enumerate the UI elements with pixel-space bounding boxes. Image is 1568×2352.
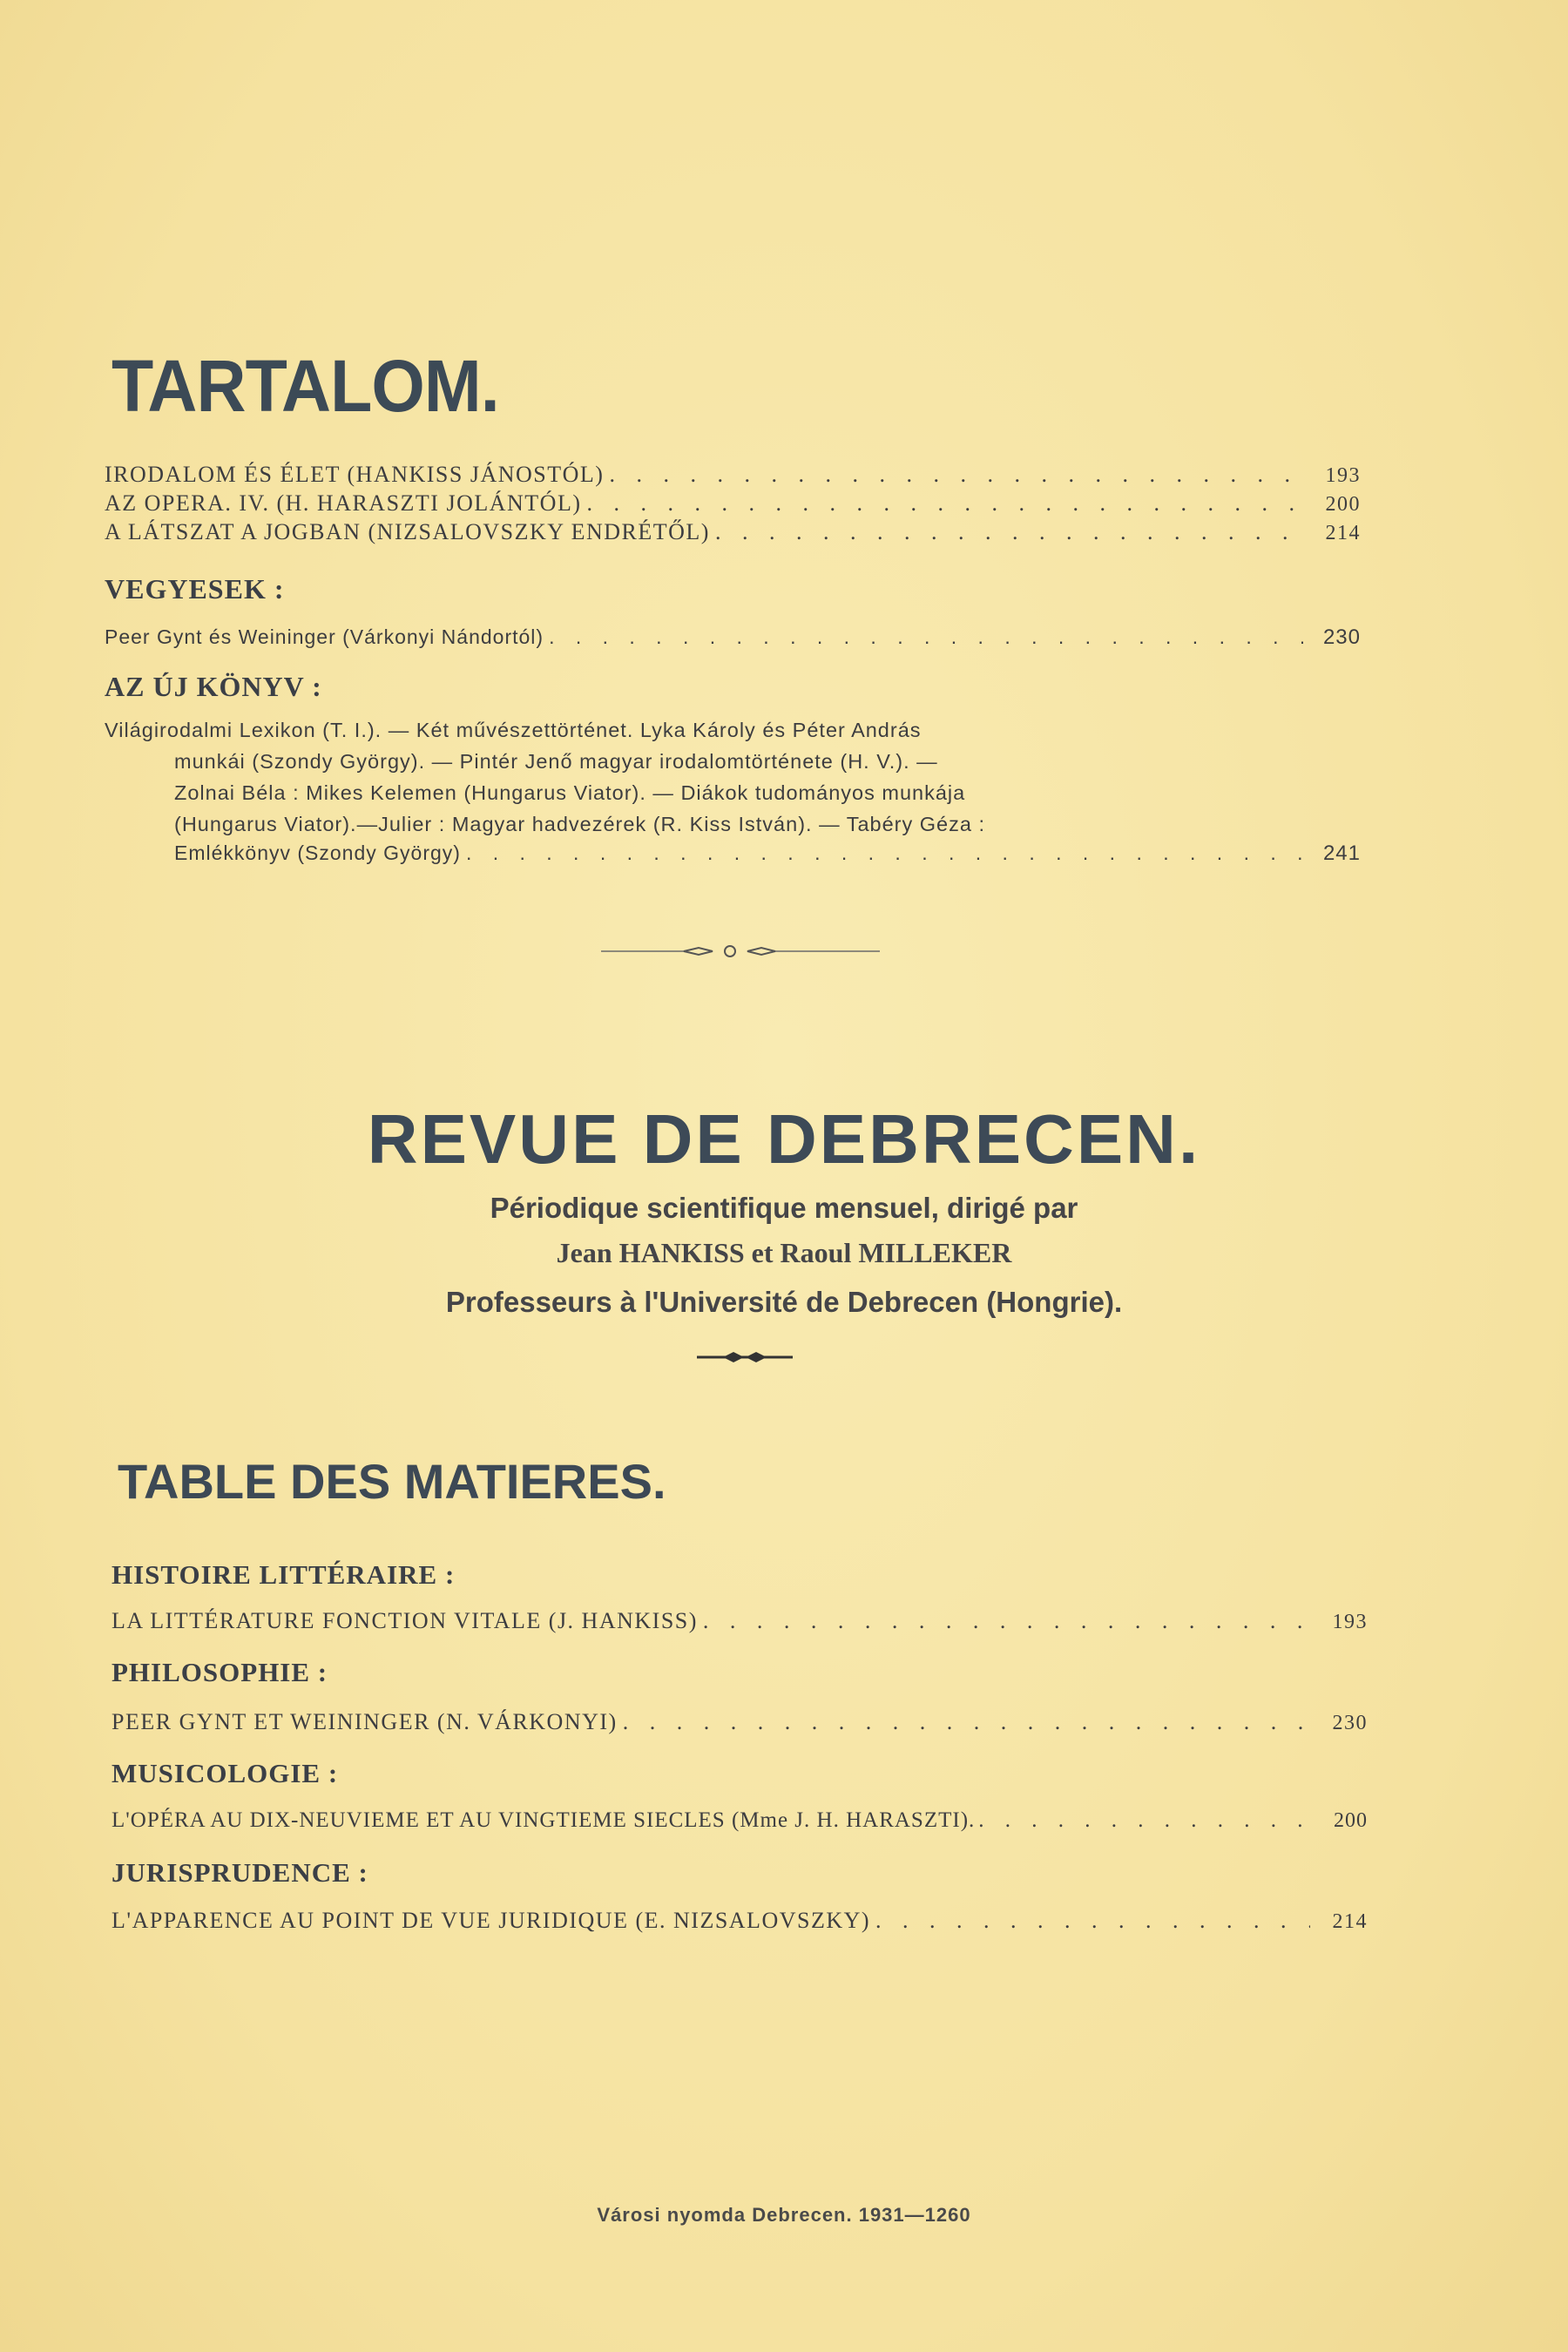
section-heading: PHILOSOPHIE :	[112, 1657, 328, 1687]
toc-entry	[112, 1908, 1368, 1934]
toc-entry-title: A LÁTSZAT A JOGBAN (NIZSALOVSZKY ENDRÉTŐL)	[105, 519, 710, 544]
book-reviews-paragraph	[105, 714, 1272, 840]
leader-dots	[715, 519, 1303, 545]
toc-entry	[105, 490, 1361, 517]
toc-entry-page: 230	[1322, 625, 1361, 649]
section-heading-uj-konyv: AZ ÚJ KÖNYV :	[105, 671, 322, 702]
section-heading: HISTOIRE LITTÉRAIRE :	[112, 1559, 456, 1590]
toc-entry-title: LA LITTÉRATURE FONCTION VITALE (J. HANKISS)	[112, 1608, 698, 1633]
revue-title: REVUE DE DEBRECEN.	[367, 1100, 1201, 1178]
revue-editors: Jean HANKISS et Raoul MILLEKER	[556, 1237, 1012, 1268]
leader-dots	[623, 1709, 1310, 1735]
toc-entry-title: AZ OPERA. IV. (H. HARASZTI JOLÁNTÓL)	[105, 490, 582, 516]
leader-dots	[875, 1908, 1310, 1934]
toc-entry-title: IRODALOM ÉS ÉLET (HANKISS JÁNOSTÓL)	[105, 462, 605, 487]
toc-entry-page: 193	[1332, 1611, 1368, 1633]
paragraph-line: Zolnai Béla : Mikes Kelemen (Hungarus Viator). — Diákok tudományos munkája	[174, 781, 966, 804]
toc-entry-title: Peer Gynt és Weininger (Várkonyi Nándortól)	[105, 625, 544, 648]
small-ornament-icon	[697, 1348, 793, 1366]
leader-dots	[703, 1608, 1310, 1634]
ornament-divider-icon	[601, 941, 880, 962]
toc-entry	[174, 841, 1361, 866]
toc-entry-title: L'APPARENCE AU POINT DE VUE JURIDIQUE (E. NIZSALOVSZKY)	[112, 1908, 871, 1933]
section-heading: JURISPRUDENCE :	[112, 1857, 368, 1888]
leader-dots	[466, 841, 1303, 865]
toc-entry-title: PEER GYNT ET WEININGER (N. VÁRKONYI)	[112, 1709, 618, 1734]
toc-entry	[112, 1709, 1368, 1735]
toc-entry	[105, 462, 1361, 488]
toc-entry	[105, 519, 1361, 545]
paragraph-line: (Hungarus Viator).—Julier : Magyar hadvezérek (R. Kiss István). — Tabéry Géza :	[174, 813, 985, 835]
toc-entry-page: 193	[1325, 464, 1361, 487]
toc-entry-page: 200	[1325, 493, 1361, 516]
toc-entry-page: 214	[1325, 522, 1361, 544]
toc-entry	[105, 625, 1361, 650]
leader-dots	[978, 1808, 1312, 1833]
paragraph-line: Emlékkönyv (Szondy György)	[174, 841, 461, 864]
table-des-matieres-title: TABLE DES MATIERES.	[118, 1454, 666, 1509]
toc-entry	[112, 1608, 1368, 1634]
paragraph-line: Világirodalmi Lexikon (T. I.). — Két művészettörténet. Lyka Károly és Péter András	[105, 719, 922, 741]
toc-entry-page: 241	[1322, 841, 1361, 865]
leader-dots	[587, 490, 1304, 517]
revue-affiliation: Professeurs à l'Université de Debrecen (Hongrie).	[445, 1286, 1123, 1318]
toc-entry-page: 214	[1332, 1910, 1368, 1933]
toc-entry-title: L'OPÉRA AU DIX-NEUVIEME ET AU VINGTIEME SIECLES (Mme J. H. HARASZTI).	[112, 1808, 976, 1832]
tartalom-title: TARTALOM.	[112, 345, 499, 427]
paragraph-line: munkái (Szondy György). — Pintér Jenő magyar irodalomtörténete (H. V.). —	[174, 750, 938, 773]
revue-subtitle: Périodique scientifique mensuel, dirigé par	[490, 1192, 1078, 1224]
toc-entry	[112, 1808, 1368, 1833]
toc-entry-page: 230	[1332, 1712, 1368, 1734]
leader-dots	[549, 625, 1303, 649]
section-heading: MUSICOLOGIE :	[112, 1758, 339, 1788]
printer-imprint: Városi nyomda Debrecen. 1931—1260	[597, 2204, 971, 2226]
leader-dots	[609, 462, 1303, 488]
toc-entry-page: 200	[1334, 1809, 1368, 1832]
section-heading-vegyesek: VEGYESEK :	[105, 573, 285, 605]
